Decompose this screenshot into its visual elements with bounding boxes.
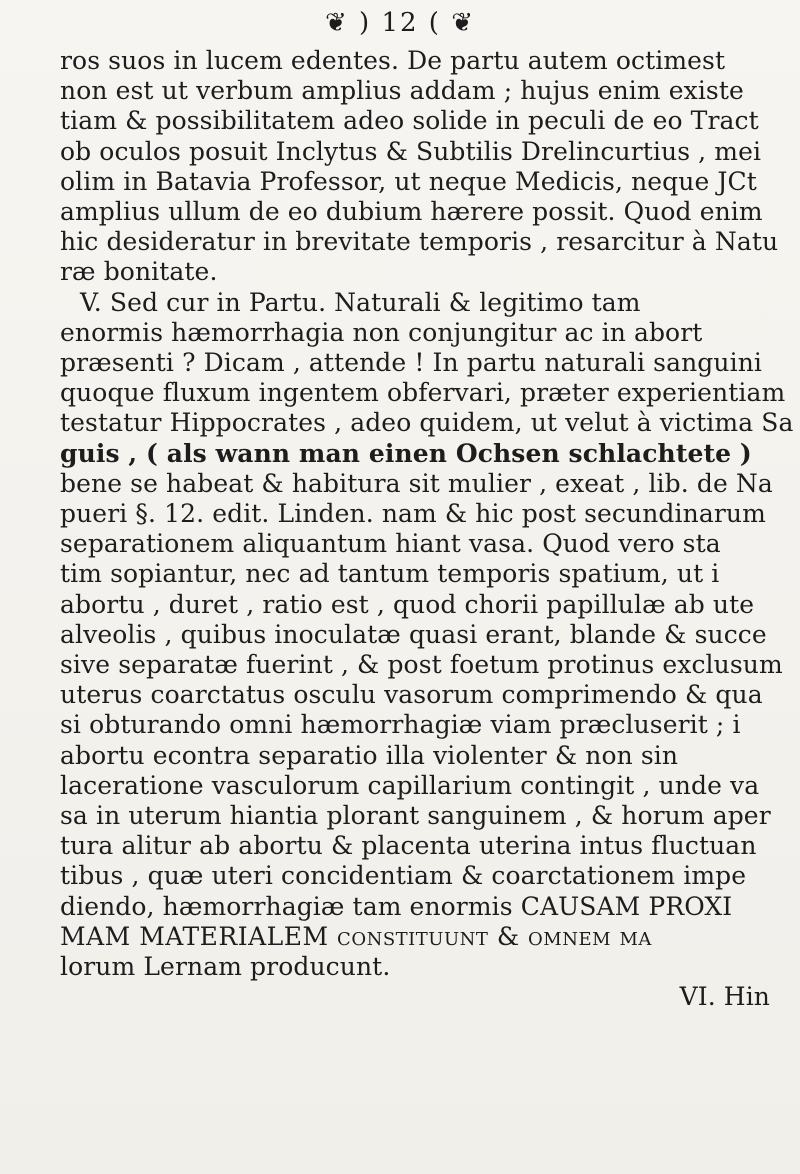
section-heading-line: V. Sed cur in Partu. Naturali & legitimo tam <box>80 287 641 317</box>
text-line: lorum Lernam producunt. <box>60 952 391 982</box>
text-line: sa in uterum hiantia plorant sanguinem , & horum aper <box>60 801 771 831</box>
text-line: amplius ullum de eo dubium hærere possit. Quod enim <box>60 197 763 227</box>
text-line: olim in Batavia Professor, ut neque Medicis, neque JCt <box>60 166 757 196</box>
text-line: MAM MATERIALEM constituunt & omnem ma <box>60 921 652 951</box>
text-line: enormis hæmorrhagia non conjungitur ac in abort <box>60 317 703 347</box>
text-line: testatur Hippocrates , adeo quidem, ut velut à victima Sa <box>60 408 794 438</box>
text-line: sive separatæ fuerint , & post foetum protinus exclusum <box>60 650 783 680</box>
text-line: ob oculos posuit Inclytus & Subtilis Drelincurtius , mei <box>60 136 762 166</box>
text-line: ros suos in lucem edentes. De partu autem octimest <box>60 46 726 75</box>
text-line: alveolis , quibus inoculatæ quasi erant, blande & succe <box>60 619 767 649</box>
text-line: diendo, hæmorrhagiæ tam enormis CAUSAM PROXI <box>60 891 733 921</box>
text-line: tim sopiantur, nec ad tantum temporis spatium, ut i <box>60 559 720 589</box>
body-text <box>60 46 800 1013</box>
text-line: tiam & possibilitatem adeo solide in peculi de eo Tract <box>60 106 759 136</box>
catchword: VI. Hin <box>679 982 770 1012</box>
text-line: quoque fluxum ingentem obfervari, præter experientiam <box>60 378 786 408</box>
text-line: uterus coarctatus osculu vasorum comprimendo & qua <box>60 680 763 710</box>
text-line: ræ bonitate. <box>60 257 218 287</box>
page-number-header: ❦ ) 12 ( ❦ <box>325 8 475 38</box>
text-line: separationem aliquantum hiant vasa. Quod vero sta <box>60 529 721 559</box>
text-line: laceratione vasculorum capillarium contingit , unde va <box>60 770 760 800</box>
text-line: abortu , duret , ratio est , quod chorii papillulæ ab ute <box>60 589 755 619</box>
text-line: bene se habeat & habitura sit mulier , exeat , lib. de Na <box>60 468 773 498</box>
text-line: abortu econtra separatio illa violenter & non sin <box>60 740 679 770</box>
text-line: non est ut verbum amplius addam ; hujus enim existe <box>60 76 744 106</box>
text-line: tibus , quæ uteri concidentiam & coarctationem impe <box>60 861 747 891</box>
text-line: præsenti ? Dicam , attende ! In partu naturali sanguini <box>60 348 762 378</box>
text-line: si obturando omni hæmorrhagiæ viam præcluserit ; i <box>60 710 741 740</box>
text-line: tura alitur ab abortu & placenta uterina intus fluctuan <box>60 831 757 861</box>
text-line: pueri §. 12. edit. Linden. nam & hic post secundinarum <box>60 499 766 529</box>
text-line-german: guis , ( als wann man einen Ochsen schlachtete ) <box>60 438 752 468</box>
text-line: hic desideratur in brevitate temporis , resarcitur à Natu <box>60 227 779 257</box>
